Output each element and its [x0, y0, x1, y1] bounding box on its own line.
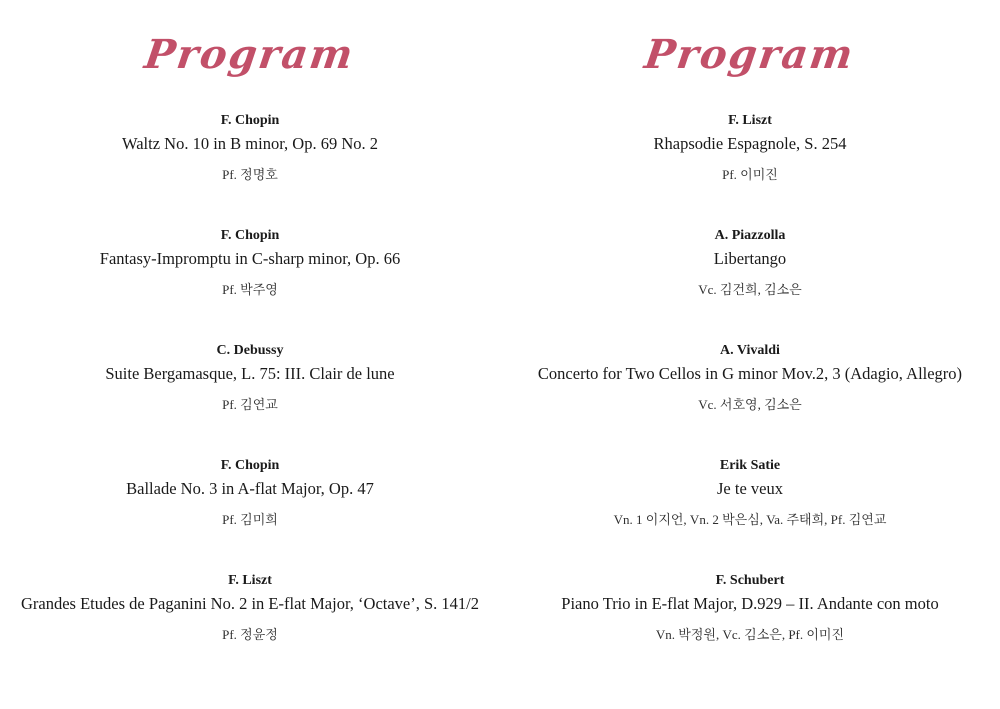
program-entry	[500, 572, 1000, 643]
composer-name: F. Chopin	[220, 458, 280, 473]
piece-title: Grandes Etudes de Paganini No. 2 in E-flat Major, ‘Octave’, S. 141/2	[20, 594, 480, 613]
performers: Pf. 정윤정	[222, 627, 278, 642]
program-entry	[0, 112, 500, 183]
composer-name: Erik Satie	[719, 458, 781, 473]
program-title-right: Program	[642, 31, 858, 78]
performers: Vc. 서호영, 김소은	[698, 397, 802, 412]
program-entry	[0, 572, 500, 643]
piece-title: Fantasy-Impromptu in C-sharp minor, Op. 66	[99, 249, 401, 268]
program-column-right	[500, 0, 1000, 709]
program-entry	[0, 227, 500, 298]
performers: Vn. 박정원, Vc. 김소은, Pf. 이미진	[655, 627, 845, 642]
composer-name: F. Schubert	[715, 573, 785, 588]
program-entry	[0, 457, 500, 528]
piece-title: Suite Bergamasque, L. 75: III. Clair de lune	[105, 364, 395, 383]
piece-title: Rhapsodie Espagnole, S. 254	[653, 134, 847, 153]
piece-title: Je te veux	[717, 479, 783, 498]
performers: Vn. 1 이지언, Vn. 2 박은심, Va. 주태희, Pf. 김연교	[613, 512, 887, 527]
composer-name: C. Debussy	[216, 343, 284, 358]
piece-title: Libertango	[713, 249, 787, 268]
performers: Pf. 김미희	[222, 512, 278, 527]
program-entries-right	[500, 112, 1000, 687]
piece-title: Ballade No. 3 in A-flat Major, Op. 47	[126, 479, 374, 498]
program-entry	[500, 342, 1000, 413]
program-entry	[500, 112, 1000, 183]
program-entries-left	[0, 112, 500, 687]
program-entry	[0, 342, 500, 413]
piece-title: Waltz No. 10 in B minor, Op. 69 No. 2	[121, 134, 379, 153]
program-title-left: Program	[142, 31, 358, 78]
performers: Pf. 김연교	[222, 397, 278, 412]
performers: Pf. 박주영	[222, 282, 278, 297]
piece-title: Piano Trio in E-flat Major, D.929 – II. Andante con moto	[561, 594, 939, 613]
composer-name: F. Chopin	[220, 113, 280, 128]
composer-name: F. Chopin	[220, 228, 280, 243]
composer-name: A. Vivaldi	[720, 343, 780, 358]
composer-name: F. Liszt	[228, 573, 272, 588]
program-entry	[500, 457, 1000, 528]
program-entry	[500, 227, 1000, 298]
performers: Pf. 정명호	[222, 167, 278, 182]
performers: Pf. 이미진	[722, 167, 778, 182]
piece-title: Concerto for Two Cellos in G minor Mov.2, 3 (Adagio, Allegro)	[537, 364, 963, 383]
performers: Vc. 김건희, 김소은	[698, 282, 802, 297]
composer-name: A. Piazzolla	[714, 228, 786, 243]
composer-name: F. Liszt	[728, 113, 772, 128]
